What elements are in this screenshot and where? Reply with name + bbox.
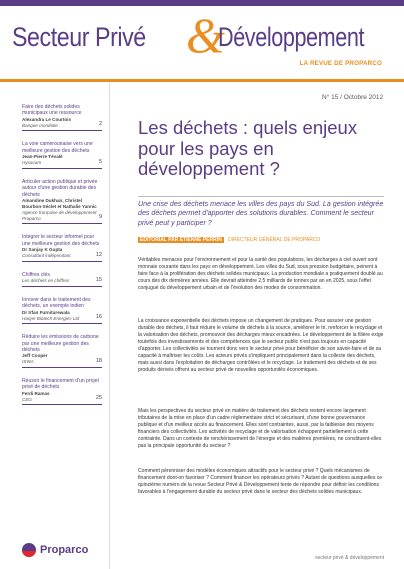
toc-item-page: 25 [95, 395, 102, 402]
issue-number: N° 15 / Octobre 2012 [322, 94, 384, 101]
body-paragraph: Mais les perspectives du secteur privé en matière de traitement des déchets restent encore largement tributaires de la mise en place d'un cadre réglementaire strict et sécurisant, d'une bonne gouvernance publique et d'un meilleur accès au financement. Elles sont contraintes, aussi, par la faiblesse des moyens financiers des collectivités. Les activités de recyclage et de valorisation échappent partiellement à cette contrainte. Dans un contexte de renchérissement de l'énergie et des matières premières, ne constituent-elles pas la principale opportunité du secteur ? [138, 408, 382, 450]
toc-item[interactable] [22, 374, 102, 405]
toc-item[interactable] [22, 293, 102, 324]
masthead [0, 6, 404, 78]
toc-item-author: Jeff Cooper [22, 353, 48, 359]
toc-item-title: Intégrer le secteur informel pour une meilleure gestion des déchets [22, 234, 100, 247]
toc-item-author: Dr Irfan Furniturewala [22, 309, 70, 315]
toc-item[interactable] [22, 268, 102, 287]
proparco-logo-name: Proparco [40, 544, 89, 556]
toc-item[interactable] [22, 175, 102, 224]
masthead-ampersand: & [186, 7, 225, 63]
proparco-logo-icon [22, 543, 36, 557]
toc-item-title: Réussir le financement d'un projet privé de déchets [22, 378, 99, 391]
toc-item-page: 2 [98, 121, 102, 128]
author-line [138, 236, 384, 244]
toc-item-page: 15 [95, 276, 102, 283]
toc-item-page: 9 [98, 214, 102, 221]
author-role: DIRECTEUR GÉNÉRAL DE PROPARCO [228, 237, 321, 243]
toc-item[interactable] [22, 330, 102, 368]
toc-item-page: 18 [95, 358, 102, 365]
toc-item[interactable] [22, 230, 102, 261]
toc-item-title: Faire des déchets solides municipaux une ressource [22, 104, 82, 117]
masthead-title-left: Secteur Privé [12, 22, 146, 52]
toc-item-title: Articuler action publique et privée autour d'une gestion durable des déchets [22, 178, 98, 198]
article-headline: Les déchets : quels enjeux pour les pays en développement ? [138, 117, 358, 180]
article-lede: Une crise des déchets menace les villes des pays du Sud. La gestion intégrée des déchets permet d'apporter des solutions durables. Comment le secteur privé peut y participer ? [138, 200, 384, 227]
toc-item-page: 5 [98, 158, 102, 165]
proparco-logo [22, 543, 88, 557]
toc-item-title: Réduire les émissions de carbone par une meilleure gestion des déchets [22, 334, 99, 353]
masthead-tagline: LA REVUE DE PROPARCO [299, 60, 382, 67]
toc-item-org: CEG [22, 396, 32, 402]
toc-item-author: Dr Sanjay K Gupta [22, 247, 63, 253]
toc-item-org: Hanjer Biotech Energies Ltd [22, 315, 80, 321]
toc-item-org: Agence française de développement Proparco [22, 209, 97, 221]
toc-item-page: 12 [95, 251, 102, 258]
author-name: ÉDITORIAL PAR ÉTIENNE PERRIN [140, 237, 222, 243]
toc-item-org: Hysacam [22, 160, 42, 166]
toc-item-title: Chiffres clés [22, 271, 50, 278]
toc-item-author: Jean-Pierre Tévalé [22, 154, 63, 160]
toc-item[interactable] [22, 137, 102, 168]
divider [138, 196, 384, 197]
toc-item-title: Innover dans le traitement des déchets, un exemple indien [22, 296, 91, 310]
sidebar-contents [0, 82, 110, 569]
toc-item-org: ISWA [22, 359, 34, 365]
toc-item-org: Consultant indépendant [22, 253, 71, 259]
toc-item[interactable] [22, 100, 102, 131]
toc-item-org: Banque mondiale [22, 122, 58, 128]
page-footer: secteur privé & développement [315, 555, 384, 561]
body-paragraph: Véritables menaces pour l'environnement et pour la santé des populations, les décharges à ciel ouvert sont monnaie courante dans les pays en développement. Les villes du Sud, sous pression budgétaire, peinent à faire face à la prolifération des déchets solides municipaux. La production mondiale a pratiquement doublé au cours des dix dernières années. Elle devrait atteindre 2,5 milliards de tonnes par an en 2025, sous l'effet conjugué du développement urbain et de l'évolution des modes de consommation. [138, 257, 383, 292]
toc-item-page: 16 [95, 314, 102, 321]
toc-item-org: Les déchets en chiffres [22, 278, 70, 284]
body-paragraph: Comment pérenniser des modèles économiques attractifs pour le secteur privé ? Quels mécanismes de financement dont-on favoriser ? Comment financer les opérateurs privés ? Autant de questions auxquelles ce quinzième numéro de la revue Secteur Privé & Développement tente de répondre pour définir les conditions favorables à l'engagement durable du secteur privé dans le secteur des déchets solides municipaux. [138, 468, 383, 496]
table-of-contents [22, 100, 102, 405]
toc-item-author: Alexandra Le Courtois [22, 116, 72, 122]
body-paragraph: La croissance exponentielle des déchets impose un changement de pratiques. Pour assurer une gestion durable des déchets, il faut réduire le volume de déchets à la source, améliorer le tri, renforcer le recyclage et la valorisation des déchets, promouvoir des décharges mieux encadrées. Le développement de la filière exige toutefois des investissements et des compétences que le secteur public n'est pas toujours en capacité d'apporter. Les collectivités se tournent donc vers le secteur privé pour bénéficier de son savoir-faire et de sa capacité à maîtriser les coûts. Les acteurs privés s'impliquent principalement dans la collecte des déchets, mais aussi dans l'exploitation de décharges contrôlées et le recyclage. Le traitement des déchets et de ses produits dérivés offrent au secteur privé de nouvelles opportunités économiques. [138, 318, 384, 374]
masthead-title-right: Développement [218, 22, 365, 52]
toc-item-author: Ferdi Ramas [22, 390, 50, 396]
toc-item-author: Amandine Dukhan, Christel Bourbon-Séclet et Nathalie Yannic [22, 197, 97, 209]
toc-item-title: La voie camerounaise vers une meilleure gestion des déchets [22, 141, 93, 154]
